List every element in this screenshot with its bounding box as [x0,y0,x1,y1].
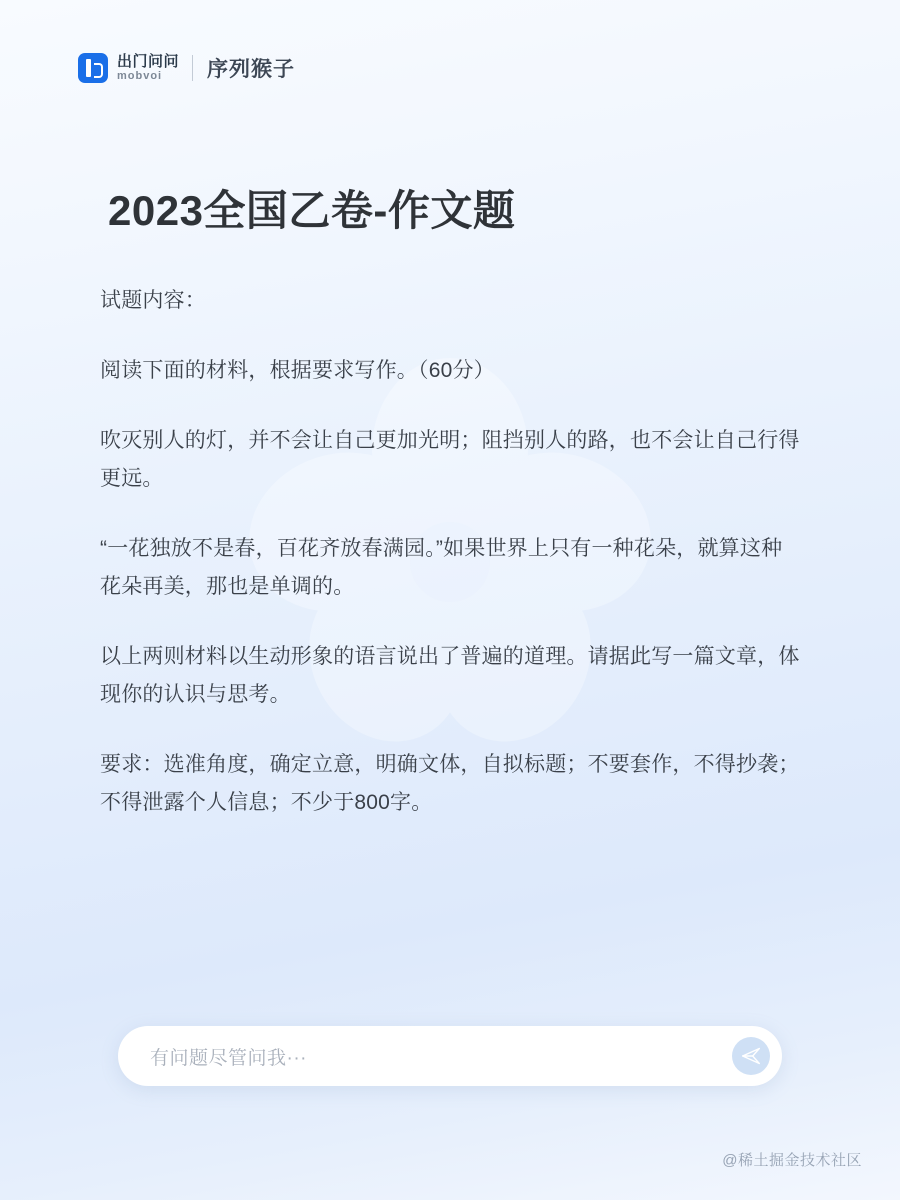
paragraph-instruction: 阅读下面的材料，根据要求写作。（60分） [100,359,495,382]
logo-title-cn: 出门问问 [117,53,180,70]
paragraph-requirements: 要求：选准角度，确定立意，明确文体，自拟标题；不要套作，不得抄袭；不得泄露个人信息；不少于800字。 [100,753,800,814]
footer-watermark: @稀土掘金技术社区 [722,1152,862,1169]
paragraph-material-1: 吹灭别人的灯，并不会让自己更加光明；阻挡别人的路，也不会让自己行得更远。 [100,429,800,490]
send-paper-plane-icon [741,1046,761,1066]
document-body [100,178,802,854]
paragraph-summary: 以上两则材料以生动形象的语言说出了普遍的道理。请据此写一篇文章，体现你的认识与思考。 [100,645,800,706]
send-button[interactable] [732,1037,770,1075]
chat-input-bar[interactable] [118,1026,782,1086]
chat-input-placeholder[interactable]: 有问题尽管问我··· [150,1047,307,1069]
mobvoi-logo-icon [78,53,108,83]
paragraph-material-2: “一花独放不是春，百花齐放春满园。”如果世界上只有一种花朵，就算这种花朵再美，那也是单调的。 [100,537,783,598]
app-header [78,48,295,88]
brand-subtitle: 序列猴子 [207,58,296,81]
paragraph-label: 试题内容： [100,289,206,312]
logo-text-block [117,53,179,83]
page-title: 2023全国乙卷-作文题 [108,187,516,234]
logo-title-en: mobvoi [117,70,163,82]
header-divider [192,55,193,81]
